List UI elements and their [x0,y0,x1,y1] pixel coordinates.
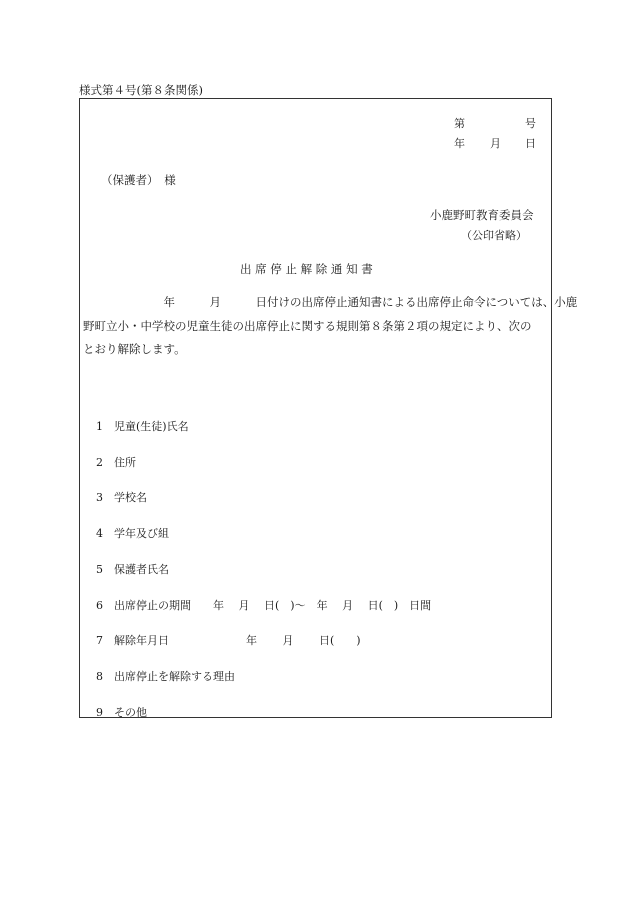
addressee: （保護者） 様 [101,173,176,187]
document-number-suffix: 号 [525,117,536,130]
form-number: 様式第４号(第８条関係) [79,83,203,97]
item-grade-class: 4 学年及び組 [96,527,169,540]
body-line-2: 野町立小・中学校の児童生徒の出席停止に関する規則第８条第２項の規定により、次の [83,319,532,333]
document-number-prefix: 第 [454,117,465,130]
date-month-label: 月 [490,137,501,150]
item-guardian-name: 5 保護者氏名 [96,563,169,576]
document-title: 出 席 停 止 解 除 通 知 書 [240,262,373,276]
body-line-1: 年 月 日付けの出席停止通知書による出席停止命令については、小鹿 [83,295,578,309]
date-day-label: 日 [525,137,536,150]
item-address: 2 住所 [96,456,136,469]
seal-omitted-note: （公印省略） [461,229,527,242]
body-line-3: とおり解除します。 [83,342,186,356]
issuer-name: 小鹿野町教育委員会 [430,208,534,222]
item-suspension-period: 6 出席停止の期間 年 月 日( )〜 年 月 日( ) 日間 [96,599,432,612]
item-other: 9 その他 [96,706,147,719]
item-release-reason: 8 出席停止を解除する理由 [96,670,235,683]
item-release-date: 7 解除年月日 年 月 日( ) [96,634,361,647]
item-school-name: 3 学校名 [96,491,147,504]
item-student-name: 1 児童(生徒)氏名 [96,420,189,433]
notice-frame [79,98,552,718]
date-year-label: 年 [454,137,465,150]
